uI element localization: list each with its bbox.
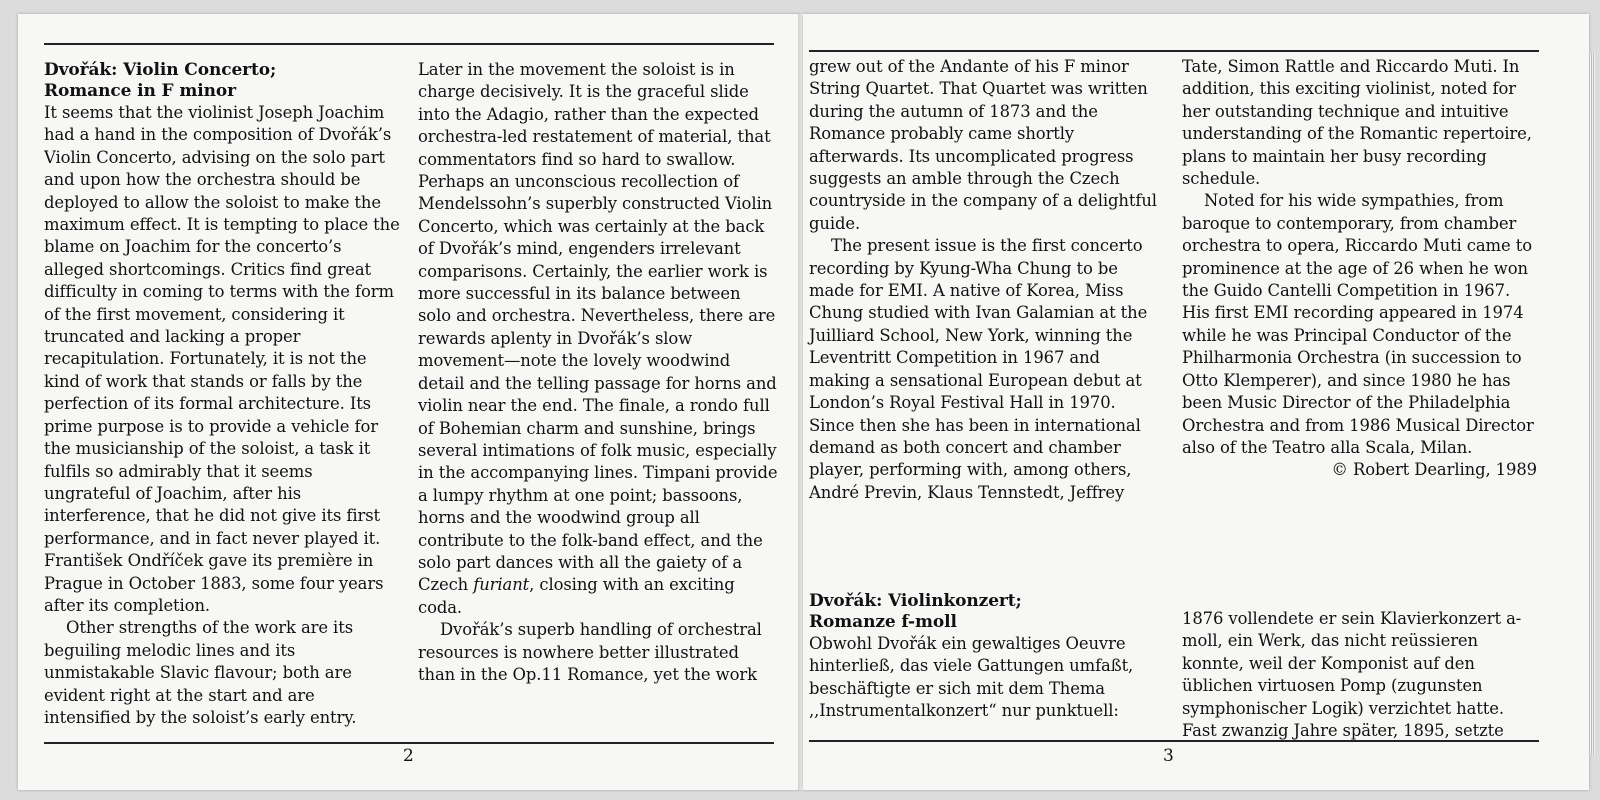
page-number: 3 — [1163, 746, 1174, 766]
paragraph-text: , closing with an exciting coda. — [418, 575, 735, 617]
german-heading-line-2: Romanze f-moll — [809, 612, 957, 632]
section-heading-line-2: Romance in F minor — [44, 81, 236, 101]
section-heading-line-1: Dvořák: Violin Concerto; — [44, 60, 277, 80]
page-edge — [1589, 54, 1595, 754]
paragraph-text: Later in the movement the soloist is in charge decisively. It is the graceful slide into the Adagio, rather than the expected orchestra-led restatement of material, that commentators find so hard to swallow. Perhaps an unconscious recollection of Mendelssohn’s superbly constructed Violin Concerto, which was certainly at the back of Dvořák’s mind, engenders irrelevant comparisons. Certainly, the earlier work is more successful in its balance between solo and orchestra. Nevertheless, there are rewards aplenty in Dvořák’s slow movement—note the lovely woodwind detail and the telling passage for horns and violin near the end. The finale, a rondo full of Bohemian charm and sunshine, brings several intimations of folk music, especially in the accompanying lines. Timpani provide a lumpy rhythm at one point; bassoons, horns and the woodwind group all contribute to the folk-band effect, and the solo part dances with all the gaiety of a Czech — [418, 60, 778, 595]
german-column-2 — [1182, 608, 1537, 742]
left-column-2 — [418, 59, 778, 686]
german-column-1 — [809, 591, 1165, 723]
left-column-1 — [44, 60, 400, 729]
top-rule — [44, 43, 774, 45]
paragraph — [418, 59, 778, 619]
right-column-1 — [809, 56, 1165, 504]
paragraph: Noted for his wide sympathies, from baroque to contemporary, from chamber orchestra to opera, Riccardo Muti came to prominence at the age of 26 when he won the Guido Cantelli Competition in 1967. His first EMI recording appeared in 1974 while he was Principal Conductor of the Philharmonia Orchestra (in succession to Otto Klemperer), and since 1980 he has been Music Director of the Philadelphia Orchestra and from 1986 Musical Director also of the Teatro alla Scala, Milan. — [1182, 191, 1534, 457]
left-page — [18, 14, 800, 790]
page-number: 2 — [403, 746, 414, 766]
paragraph: Tate, Simon Rattle and Riccardo Muti. In addition, this exciting violinist, noted for her outstanding technique and intuitive understanding of the Romantic repertoire, plans to maintain her busy recording schedule. — [1182, 57, 1532, 189]
bottom-rule — [809, 740, 1539, 742]
paragraph: Dvořák’s superb handling of orchestral resources is nowhere better illustrated than in the Op.11 Romance, yet the work — [418, 620, 762, 684]
top-rule — [809, 50, 1539, 52]
paragraph: It seems that the violinist Joseph Joachim had a hand in the composition of Dvořák’s Violin Concerto, advising on the solo part and upon how the orchestra should be deployed to allow the soloist to make the maximum effect. It is tempting to place the blame on Joachim for the concerto’s alleged shortcomings. Critics find great difficulty in coming to terms with the form of the first movement, considering it truncated and lacking a proper recapitulation. Fortunately, it is not the kind of work that stands or falls by the perfection of its formal architecture. Its prime purpose is to provide a vehicle for the musicianship of the soloist, a task it fulfils so admirably that it seems ungrateful of Joachim, after his interference, that he did not give its first performance, and in fact never played it. František Ondříček gave its première in Prague in October 1883, some four years after its completion. — [44, 103, 400, 615]
paragraph: The present issue is the first concerto recording by Kyung-Wha Chung to be made for EMI. A native of Korea, Miss Chung studied with Ivan Galamian at the Juilliard School, New York, winning the Leventritt Competition in 1967 and making a sensational European debut at London’s Royal Festival Hall in 1970. Since then she has been in international demand as both concert and chamber player, performing with, among others, André Previn, Klaus Tennstedt, Jeffrey — [809, 236, 1148, 502]
paragraph: grew out of the Andante of his F minor String Quartet. That Quartet was written during the autumn of 1873 and the Romance probably came shortly afterwards. Its uncomplicated progress suggests an amble through the Czech countryside in the company of a delightful guide. — [809, 57, 1157, 233]
author-credit: © Robert Dearling, 1989 — [1331, 460, 1537, 480]
paragraph: Other strengths of the work are its beguiling melodic lines and its unmistakable Slavic flavour; both are evident right at the start and are intensified by the soloist’s early entry. — [44, 618, 357, 727]
german-heading-line-1: Dvořák: Violinkonzert; — [809, 591, 1022, 611]
bottom-rule — [44, 742, 774, 744]
right-page — [803, 14, 1589, 790]
paragraph: Obwohl Dvořák ein gewaltiges Oeuvre hinterließ, das viele Gattungen umfaßt, beschäftigte er sich mit dem Thema ,,Instrumentalkonzert“ nur punktuell: — [809, 634, 1134, 721]
italic-term: furiant — [473, 575, 530, 595]
paragraph: 1876 vollendete er sein Klavierkonzert a-moll, ein Werk, das nicht reüssieren konnte, weil der Komponist auf den üblichen virtuosen Pomp (zugunsten symphonischer Logik) verzichtet hatte. Fast zwanzig Jahre später, 1895, setzte — [1182, 609, 1522, 741]
right-column-2 — [1182, 56, 1537, 482]
